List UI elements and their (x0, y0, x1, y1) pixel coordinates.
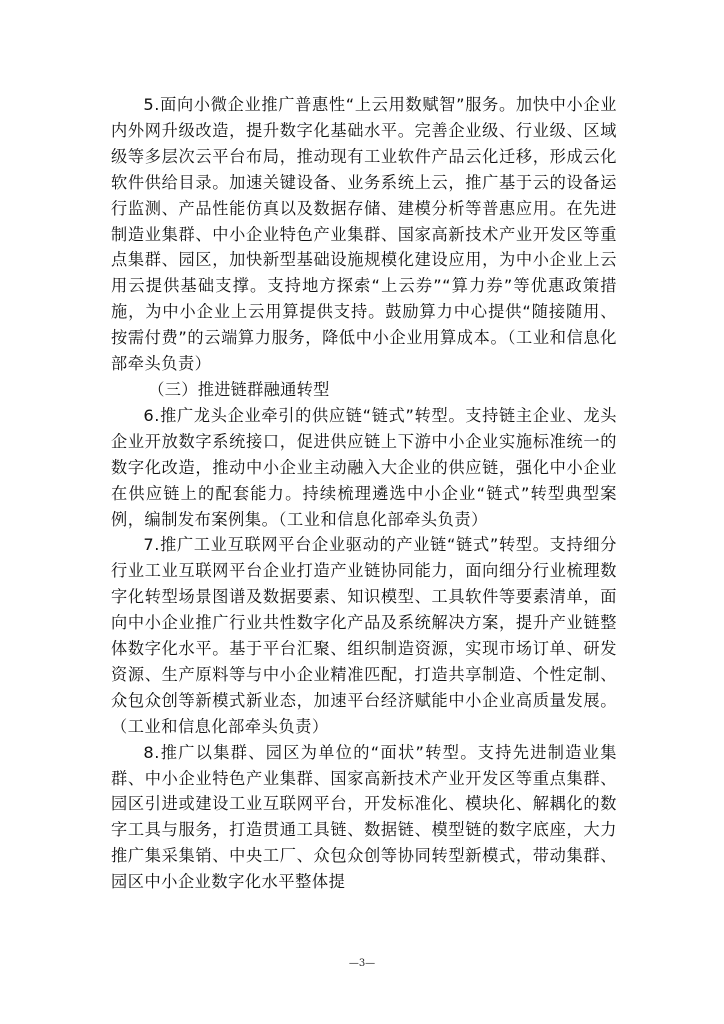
paragraph-item-7: 7.推广工业互联网平台企业驱动的产业链“链式”转型。支持细分行业工业互联网平台企业打造产业链协同能力，面向细分行业梳理数字化转型场景图谱及数据要素、知识模型、工具软件等要素清单，面向中小企业推广行业共性数字化产品及系统解决方案，提升产业链整体数字化水平。基于平台汇聚、组织制造资源，实现市场订单、研发资源、生产原料等与中小企业精准匹配，打造共享制造、个性定制、众包众创等新模式新业态，加速平台经济赋能中小企业高质量发展。（工业和信息化部牵头负责） (111, 535, 617, 736)
paragraph-item-6: 6.推广龙头企业牵引的供应链“链式”转型。支持链主企业、龙头企业开放数字系统接口，促进供应链上下游中小企业实施标准统一的数字化改造，推动中小企业主动融入大企业的供应链，强化中小企业在供应链上的配套能力。持续梳理遴选中小企业“链式”转型典型案例，编制发布案例集。（工业和信息化部牵头负责） (111, 405, 617, 529)
section-heading-three: （三）推进链群融通转型 (148, 379, 330, 399)
paragraph-item-5: 5.面向小微企业推广普惠性“上云用数赋智”服务。加快中小企业内外网升级改造，提升数字化基础水平。完善企业级、行业级、区域级等多层次云平台布局，推动现有工业软件产品云化迁移，形成云化软件供给目录。加速关键设备、业务系统上云，推广基于云的设备运行监测、产品性能仿真以及数据存储、建模分析等普惠应用。在先进制造业集群、中小企业特色产业集群、国家高新技术产业开发区等重点集群、园区，加快新型基础设施规模化建设应用，为中小企业上云用云提供基础支撑。支持地方探索“上云券”“算力券”等优惠政策措施，为中小企业上云用算提供支持。鼓励算力中心提供“随接随用、按需付费”的云端算力服务，降低中小企业用算成本。（工业和信息化部牵头负责） (111, 95, 617, 374)
page-number: —3— (348, 958, 376, 969)
paragraph-item-8: 8.推广以集群、园区为单位的“面状”转型。支持先进制造业集群、中小企业特色产业集群、国家高新技术产业开发区等重点集群、园区引进或建设工业互联网平台，开发标准化、模块化、解耦化的数字工具与服务，打造贯通工具链、数据链、模型链的数字底座，大力推广集采集销、中央工厂、众包众创等协同转型新模式，带动集群、园区中小企业数字化水平整体提 (111, 742, 617, 892)
document-body (111, 92, 617, 895)
